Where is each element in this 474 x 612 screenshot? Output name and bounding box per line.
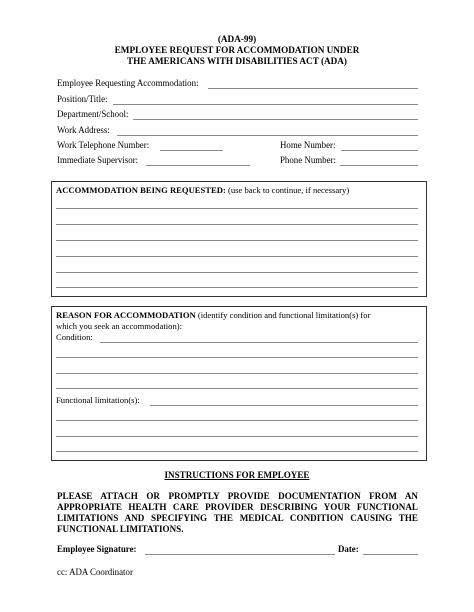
reason-note-line-2: which you seek an accommodation):	[56, 321, 183, 331]
phone-number-field[interactable]	[340, 165, 418, 166]
instructions-heading: INSTRUCTIONS FOR EMPLOYEE	[164, 470, 310, 480]
reason-for-accommodation-box	[51, 306, 427, 461]
reason-note-line-1: (identify condition and functional limitation(s) for	[197, 310, 371, 320]
work-telephone-label: Work Telephone Number:	[57, 140, 150, 150]
cc-ada-coordinator: cc: ADA Coordinator	[57, 567, 133, 577]
work-telephone-field[interactable]	[160, 150, 223, 151]
accommodation-line[interactable]	[56, 224, 418, 225]
date-label: Date:	[338, 544, 359, 554]
functional-limitations-line[interactable]	[56, 420, 418, 421]
form-title-line-2: THE AMERICANS WITH DISABILITIES ACT (ADA)	[127, 56, 347, 66]
accommodation-requested-box	[51, 181, 427, 297]
functional-limitations-label: Functional limitation(s):	[56, 395, 140, 405]
functional-limitations-line[interactable]	[56, 436, 418, 437]
condition-line[interactable]	[56, 388, 418, 389]
position-title-field[interactable]	[113, 104, 418, 105]
work-address-label: Work Address:	[57, 125, 110, 135]
accommodation-heading: ACCOMMODATION BEING REQUESTED:	[56, 185, 226, 195]
employee-signature-label: Employee Signature:	[57, 544, 137, 554]
instructions-line-1: PLEASE ATTACH OR PROMPTLY PROVIDE DOCUMENTATION FROM AN	[57, 491, 418, 501]
functional-limitations-line[interactable]	[56, 451, 418, 452]
accommodation-line[interactable]	[56, 256, 418, 257]
accommodation-line[interactable]	[56, 208, 418, 209]
department-school-label: Department/School:	[57, 109, 129, 119]
department-school-field[interactable]	[133, 119, 418, 120]
employee-requesting-field[interactable]	[208, 88, 418, 89]
position-title-label: Position/Title:	[57, 94, 108, 104]
form-id: (ADA-99)	[217, 34, 257, 44]
home-number-label: Home Number:	[280, 140, 336, 150]
employee-requesting-label: Employee Requesting Accommodation:	[57, 78, 199, 88]
accommodation-note: (use back to continue, if necessary)	[227, 185, 350, 195]
immediate-supervisor-field[interactable]	[146, 165, 250, 166]
reason-heading-row	[56, 310, 370, 321]
phone-number-label: Phone Number:	[280, 155, 336, 165]
instructions-line-3: LIMITATIONS AND SPECIFYING THE MEDICAL CONDITION CAUSING THE	[57, 513, 418, 523]
condition-label: Condition:	[56, 332, 93, 342]
form-title-line-1: EMPLOYEE REQUEST FOR ACCOMMODATION UNDER	[114, 45, 360, 55]
functional-limitations-line[interactable]	[150, 405, 418, 406]
immediate-supervisor-label: Immediate Supervisor:	[57, 155, 139, 165]
condition-line[interactable]	[100, 342, 418, 343]
employee-signature-field[interactable]	[145, 554, 335, 555]
home-number-field[interactable]	[341, 150, 418, 151]
reason-heading: REASON FOR ACCOMMODATION	[56, 310, 196, 320]
work-address-field[interactable]	[117, 135, 418, 136]
condition-line[interactable]	[56, 373, 418, 374]
accommodation-line[interactable]	[56, 287, 418, 288]
accommodation-heading-row	[56, 185, 349, 196]
date-field[interactable]	[363, 554, 418, 555]
instructions-line-4: FUNCTIONAL LIMITATIONS.	[57, 524, 184, 534]
instructions-line-2: APPROPRIATE HEALTH CARE PROVIDER DESCRIBING YOUR FUNCTIONAL	[57, 502, 418, 512]
accommodation-line[interactable]	[56, 240, 418, 241]
condition-line[interactable]	[56, 357, 418, 358]
accommodation-line[interactable]	[56, 272, 418, 273]
